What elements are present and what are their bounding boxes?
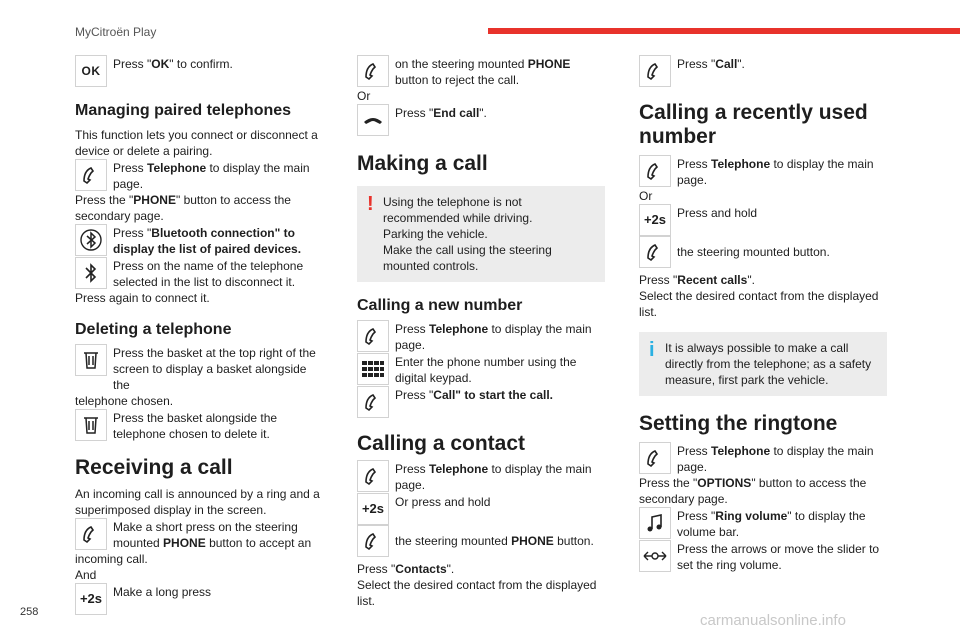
tel-row	[639, 155, 887, 188]
again-text: Press again to connect it.	[75, 291, 210, 305]
or-text: Or	[639, 189, 653, 203]
long-text: Make a long press	[113, 585, 212, 599]
name-row	[75, 257, 323, 290]
info-note	[639, 332, 887, 396]
end-text: Press "End call".	[395, 106, 487, 120]
paired-heading: Managing paired telephones	[75, 102, 292, 119]
column-3	[639, 55, 887, 573]
phone-handset-icon	[75, 518, 107, 550]
keypad-row	[357, 353, 605, 386]
call-text: Press "Call".	[677, 57, 745, 71]
tel-row	[357, 320, 605, 353]
ringtone-heading: Setting the ringtone	[639, 412, 838, 435]
contacts-text: Press "Contacts".	[357, 562, 455, 576]
hold-text: Or press and hold	[395, 495, 491, 509]
bt-text: Press "Bluetooth connection" to display the list of paired devices.	[113, 226, 302, 256]
basket-icon	[75, 344, 107, 376]
phone-handset-icon	[639, 442, 671, 474]
reject-row	[357, 55, 605, 88]
steer-text: the steering mounted button.	[677, 245, 830, 259]
keypad-text: Enter the phone number using the digital keypad.	[395, 355, 577, 385]
phone-handset-icon	[639, 236, 671, 268]
steer-text: the steering mounted PHONE button.	[395, 534, 594, 548]
tel-text: Press Telephone to display the main page.	[677, 157, 874, 187]
short-row	[75, 518, 323, 551]
tel1-text: Press Telephone to display the main page.	[113, 161, 310, 191]
reject-text: on the steering mounted PHONE button to reject the call.	[395, 57, 571, 87]
music-note-icon	[639, 507, 671, 539]
and-text: And	[75, 568, 97, 582]
end-row	[357, 104, 605, 136]
new-number-heading: Calling a new number	[357, 297, 523, 314]
tel2-row	[357, 460, 605, 493]
paired-intro-1: This function lets you connect or disconnect a	[75, 128, 318, 142]
tel1-row	[75, 159, 323, 192]
basket1-tail: telephone chosen.	[75, 394, 174, 408]
ok-row	[75, 55, 323, 87]
hold-text: Press and hold	[677, 206, 758, 220]
recent-heading: Calling a recently used number	[639, 101, 868, 148]
slider-arrows-icon	[639, 540, 671, 572]
phone-handset-icon	[357, 386, 389, 418]
hold-row	[357, 493, 605, 525]
tel-text: Press Telephone to display the main page.	[395, 322, 592, 352]
steer-row	[639, 236, 887, 268]
tel2-text: Press Telephone to display the main page.	[677, 444, 874, 474]
basket1-row	[75, 344, 323, 393]
basket2-text: Press the basket alongside the telephone chosen to delete it.	[113, 411, 278, 441]
or-text: Or	[357, 89, 371, 103]
recent-calls-text: Press "Recent calls".	[639, 273, 755, 287]
bluetooth-connection-icon	[75, 224, 107, 256]
column-1	[75, 55, 323, 615]
paired-intro-2: device or delete a pairing.	[75, 144, 213, 158]
delete-heading: Deleting a telephone	[75, 321, 232, 338]
warning-note	[357, 186, 605, 282]
select-text: Select the desired contact from the displayed list.	[639, 289, 879, 319]
keypad-icon	[357, 353, 389, 385]
ring-line-1: An incoming call is announced by a ring and a	[75, 487, 320, 501]
tel2-row	[639, 442, 887, 475]
name-text: Press on the name of the telephone selected in the list to disconnect it.	[113, 259, 304, 289]
short-text: Make a short press on the steering mounted PHONE button to accept an	[113, 520, 312, 550]
page-number: 258	[20, 606, 39, 618]
call-text: Press "Call" to start the call.	[395, 388, 553, 402]
phone-handset-icon	[357, 320, 389, 352]
options-text: Press the "OPTIONS" button to access the secondary page.	[639, 476, 867, 506]
phone-handset-icon	[357, 525, 389, 557]
arrows-row	[639, 540, 887, 573]
footer-watermark: carmanualsonline.info	[700, 612, 846, 629]
phone-button-text: Press the "PHONE" button to access the secondary page.	[75, 193, 291, 223]
contact-heading: Calling a contact	[357, 432, 526, 455]
tel2-text: Press Telephone to display the main page.	[395, 462, 592, 492]
ringvol-text: Press "Ring volume" to display the volume bar.	[677, 509, 866, 539]
running-header-title: MyCitroën Play	[75, 25, 157, 39]
hold-row	[639, 204, 887, 236]
hang-up-icon	[357, 104, 389, 136]
phone-handset-icon	[357, 460, 389, 492]
info-text: It is always possible to make a call directly from the telephone; as a safety measure, first park the vehicle.	[665, 341, 872, 387]
warning-text: Using the telephone is not recommended while driving. Parking the vehicle. Make the call using the steering mounted controls.	[383, 195, 552, 273]
column-2	[357, 55, 605, 609]
ok-icon: OK	[75, 55, 107, 87]
ringvol-row	[639, 507, 887, 540]
call-row	[357, 386, 605, 418]
long-press-icon: +2s	[75, 583, 107, 615]
warning-icon: !	[367, 193, 374, 215]
phone-handset-icon	[639, 155, 671, 187]
ring-line-2: superimposed display in the screen.	[75, 503, 267, 517]
making-heading: Making a call	[357, 152, 488, 175]
phone-handset-icon	[639, 55, 671, 87]
steer-row	[357, 525, 605, 557]
select-text: Select the desired contact from the displayed list.	[357, 578, 597, 608]
long-row	[75, 583, 323, 615]
receiving-heading: Receiving a call	[75, 456, 233, 479]
phone-handset-icon	[75, 159, 107, 191]
long-press-icon: +2s	[357, 493, 389, 525]
info-icon: i	[649, 339, 655, 361]
long-press-icon: +2s	[639, 204, 671, 236]
bt-row	[75, 224, 323, 257]
phone-handset-icon	[357, 55, 389, 87]
call-row	[639, 55, 887, 87]
arrows-text: Press the arrows or move the slider to set the ring volume.	[677, 542, 880, 572]
header-accent-bar	[488, 28, 960, 34]
basket2-row	[75, 409, 323, 442]
short-tail: incoming call.	[75, 552, 148, 566]
ok-text: Press "OK" to confirm.	[113, 57, 233, 71]
basket1-text: Press the basket at the top right of the screen to display a basket alongside the	[113, 346, 316, 392]
bluetooth-icon	[75, 257, 107, 289]
basket-icon	[75, 409, 107, 441]
